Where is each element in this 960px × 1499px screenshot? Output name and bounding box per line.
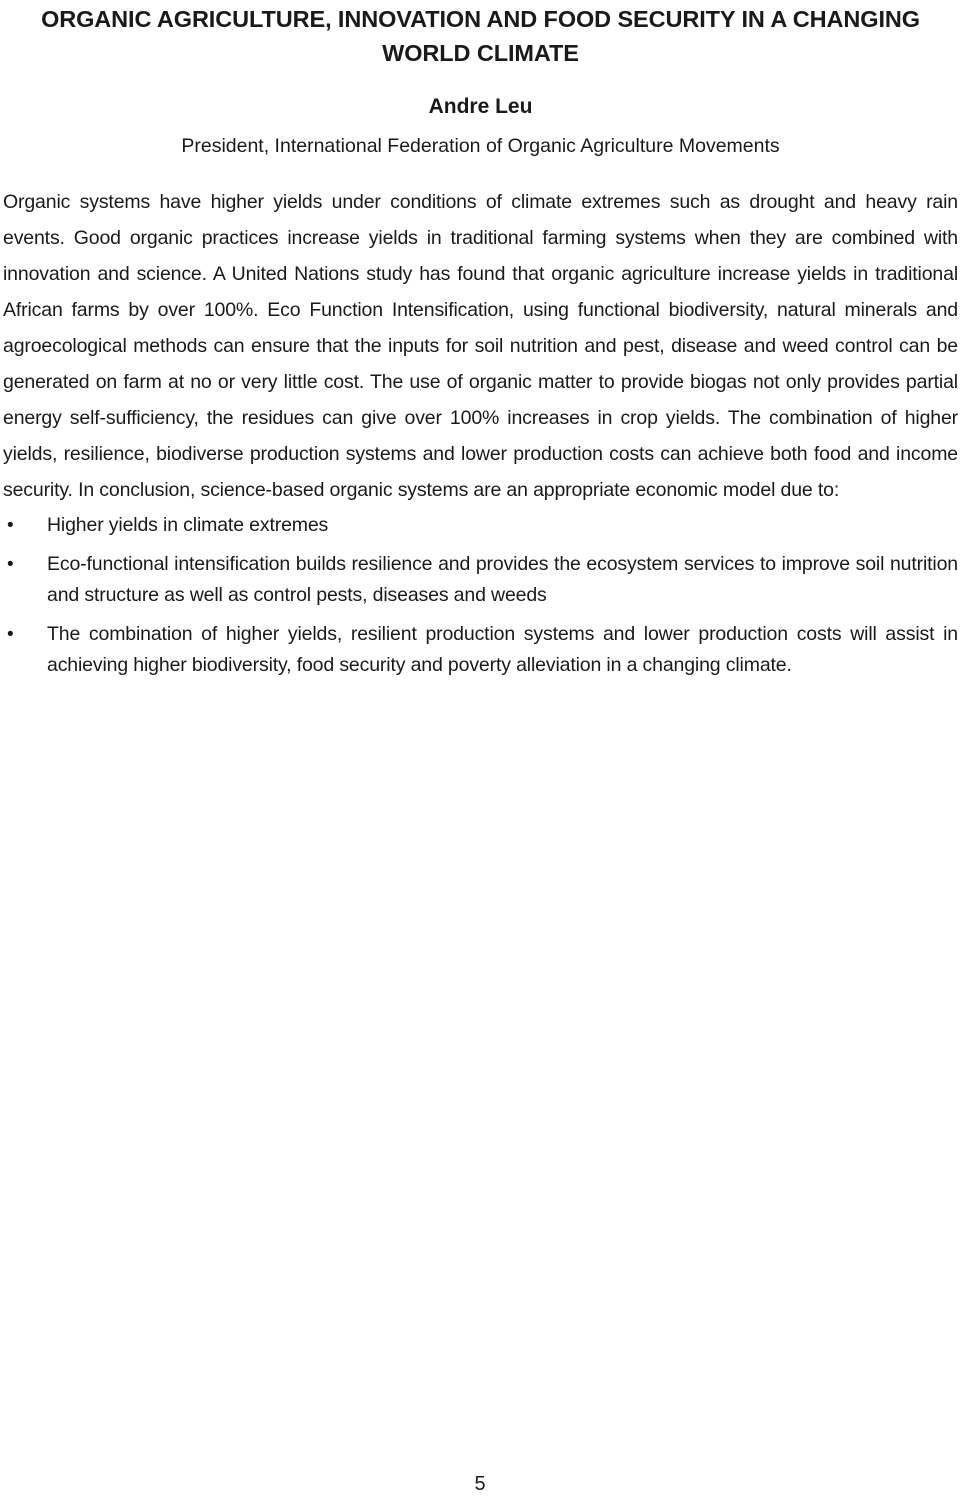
author-affiliation: President, International Federation of Organic Agriculture Movements xyxy=(181,135,780,157)
page-number: 5 xyxy=(474,1473,486,1495)
bullet-item xyxy=(3,549,958,611)
bullet-text: Eco-functional intensification builds resilience and provides the ecosystem services to improve soil nutrition and structure as well as control pests, diseases and weeds xyxy=(47,553,958,606)
author-name: Andre Leu xyxy=(428,95,533,118)
bullet-icon: • xyxy=(7,515,14,536)
abstract-paragraph: Organic systems have higher yields under conditions of climate extremes such as drought and heavy rain events. Good organic practices increase yields in traditional farming systems when they are combined with innovation and science. A United Nations study has found that organic agriculture increase yields in traditional African farms by over 100%. Eco Function Intensification, using functional biodiversity, natural minerals and agroecological methods can ensure that the inputs for soil nutrition and pest, disease and weed control can be generated on farm at no or very little cost. The use of organic matter to provide biogas not only provides partial energy self-sufficiency, the residues can give over 100% increases in crop yields. The combination of higher yields, resilience, biodiverse production systems and lower production costs can achieve both food and income security. In conclusion, science-based organic systems are an appropriate economic model due to: xyxy=(3,191,958,501)
document-title: ORGANIC AGRICULTURE, INNOVATION AND FOOD SECURITY IN A CHANGING WORLD CLIMATE xyxy=(41,6,920,66)
bullet-icon: • xyxy=(7,554,14,575)
bullet-text: Higher yields in climate extremes xyxy=(47,514,329,536)
conclusion-bullet-list xyxy=(3,510,958,681)
bullet-icon: • xyxy=(7,624,14,645)
bullet-text: The combination of higher yields, resilient production systems and lower production costs will assist in achieving higher biodiversity, food security and poverty alleviation in a changing climate. xyxy=(47,623,958,676)
bullet-item xyxy=(3,510,958,541)
bullet-item xyxy=(3,619,958,681)
